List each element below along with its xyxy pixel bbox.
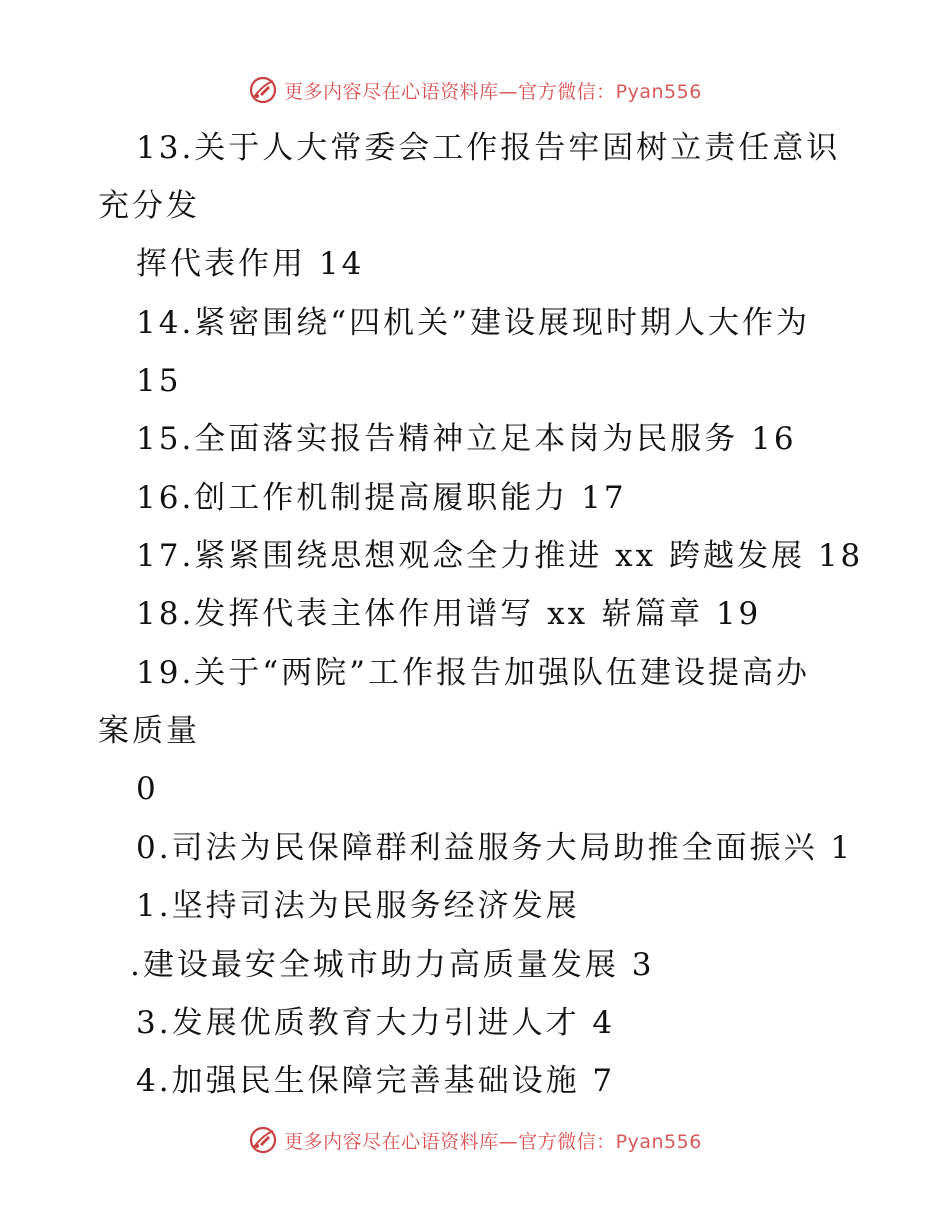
toc-line: 0.司法为民保障群利益服务大局助推全面振兴 1 [136, 830, 854, 866]
watermark-text: 更多内容尽在心语资料库—官方微信：Pyan556 [284, 1130, 702, 1153]
watermark-banner-bottom [0, 1120, 950, 1160]
toc-line: 19.关于“两院”工作报告加强队伍建设提高办 [136, 655, 810, 691]
toc-line: 18.发挥代表主体作用谱写 xx 崭篇章 19 [136, 596, 762, 632]
toc-line: 充分发 [98, 188, 200, 224]
toc-line: 案质量 [98, 713, 200, 749]
toc-line: 0 [136, 771, 159, 807]
toc-line: .建设最安全城市助力高质量发展 3 [130, 947, 655, 983]
toc-line: 4.加强民生保障完善基础设施 7 [136, 1063, 616, 1099]
toc-line: 17.紧紧围绕思想观念全力推进 xx 跨越发展 18 [136, 538, 864, 574]
pen-logo-icon [248, 1125, 278, 1155]
watermark-text: 更多内容尽在心语资料库—官方微信：Pyan556 [284, 80, 702, 103]
toc-line: 15.全面落实报告精神立足本岗为民服务 16 [136, 421, 797, 457]
pen-logo-icon [248, 75, 278, 105]
toc-line: 1.坚持司法为民服务经济发展 [136, 888, 580, 924]
toc-line: 16.创工作机制提高履职能力 17 [136, 480, 627, 516]
watermark-banner-top [0, 70, 950, 110]
toc-line: 13.关于人大常委会工作报告牢固树立责任意识 [136, 130, 841, 166]
toc-line: 14.紧密围绕“四机关”建设展现时期人大作为 [136, 305, 810, 341]
toc-line: 3.发展优质教育大力引进人才 4 [136, 1005, 616, 1041]
toc-line: 15 [136, 363, 182, 399]
toc-line: 挥代表作用 14 [136, 246, 365, 282]
